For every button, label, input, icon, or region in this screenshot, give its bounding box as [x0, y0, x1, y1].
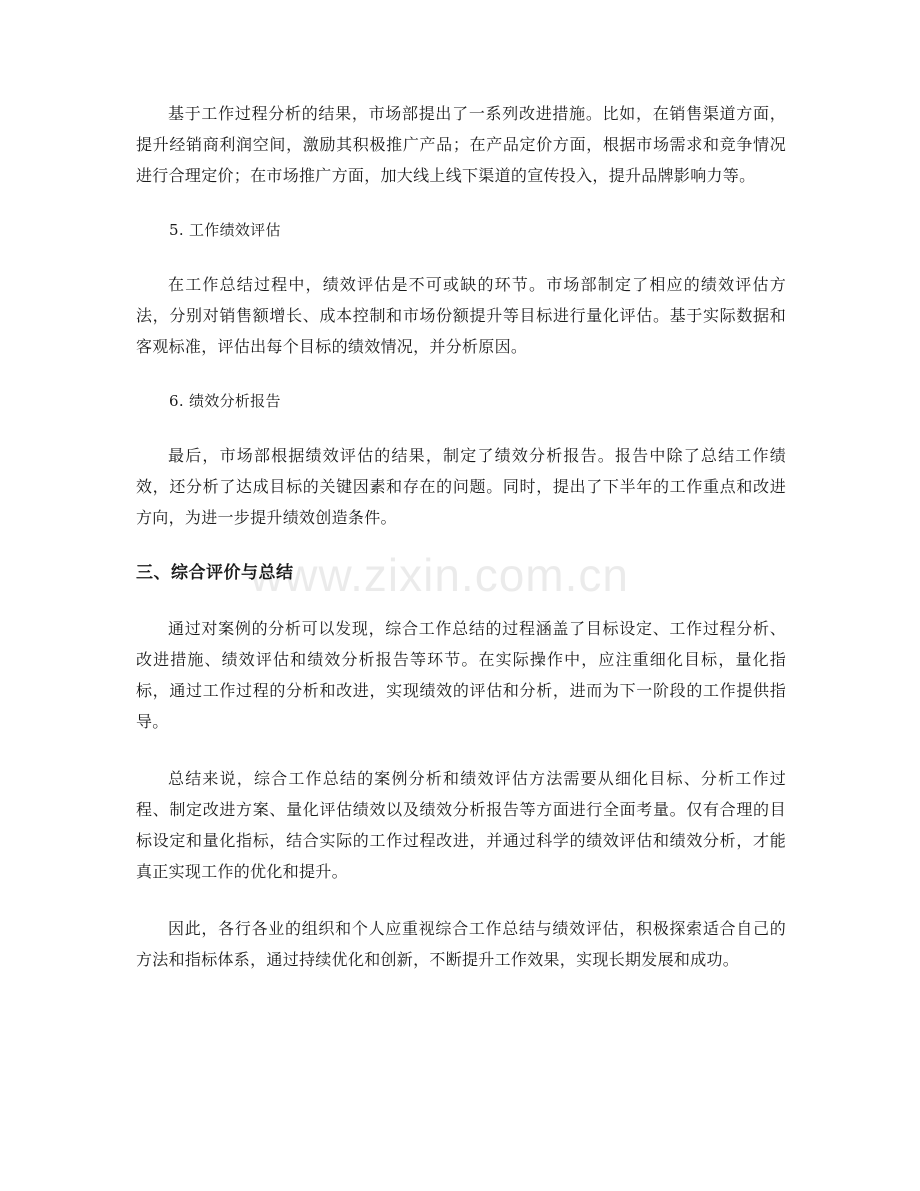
- subheading-performance-evaluation: 5. 工作绩效评估: [169, 221, 281, 239]
- document-page: [136, 98, 786, 975]
- subheading-performance-report: 6. 绩效分析报告: [169, 392, 281, 410]
- section-title-summary: 三、综合评价与总结: [136, 563, 294, 583]
- paragraph-performance-report: 最后，市场部根据绩效评估的结果，制定了绩效分析报告。报告中除了总结工作绩效，还分析了达成目标的关键因素和存在的问题。同时，提出了下半年的工作重点和改进方向，为进一步提升绩效创造条件。: [136, 446, 786, 527]
- watermark-text: www.zixin.com.cn: [250, 549, 629, 601]
- paragraph-block-2: [136, 269, 786, 362]
- paragraph-block-6: [136, 913, 786, 975]
- section-3: [136, 559, 786, 587]
- subsection-5: [136, 217, 786, 243]
- paragraph-block-4: [136, 613, 786, 737]
- paragraph-recommendation: 因此，各行各业的组织和个人应重视综合工作总结与绩效评估，积极探索适合自己的方法和指标体系，通过持续优化和创新，不断提升工作效果，实现长期发展和成功。: [136, 919, 786, 969]
- subsection-6: [136, 388, 786, 414]
- paragraph-conclusion: 总结来说，综合工作总结的案例分析和绩效评估方法需要从细化目标、分析工作过程、制定改进方案、量化评估绩效以及绩效分析报告等方面进行全面考量。仅有合理的目标设定和量化指标，结合实际的工作过程改进，并通过科学的绩效评估和绩效分析，才能真正实现工作的优化和提升。: [136, 769, 786, 881]
- paragraph-block-5: [136, 763, 786, 887]
- paragraph-block-3: [136, 440, 786, 533]
- paragraph-performance-evaluation: 在工作总结过程中，绩效评估是不可或缺的环节。市场部制定了相应的绩效评估方法，分别对销售额增长、成本控制和市场份额提升等目标进行量化评估。基于实际数据和客观标准，评估出每个目标的绩效情况，并分析原因。: [136, 275, 786, 356]
- paragraph-improvement-measures: 基于工作过程分析的结果，市场部提出了一系列改进措施。比如，在销售渠道方面，提升经销商利润空间，激励其积极推广产品；在产品定价方面，根据市场需求和竞争情况进行合理定价；在市场推广方面，加大线上线下渠道的宣传投入，提升品牌影响力等。: [136, 104, 786, 185]
- paragraph-case-analysis: 通过对案例的分析可以发现，综合工作总结的过程涵盖了目标设定、工作过程分析、改进措施、绩效评估和绩效分析报告等环节。在实际操作中，应注重细化目标，量化指标，通过工作过程的分析和改进，实现绩效的评估和分析，进而为下一阶段的工作提供指导。: [136, 619, 786, 731]
